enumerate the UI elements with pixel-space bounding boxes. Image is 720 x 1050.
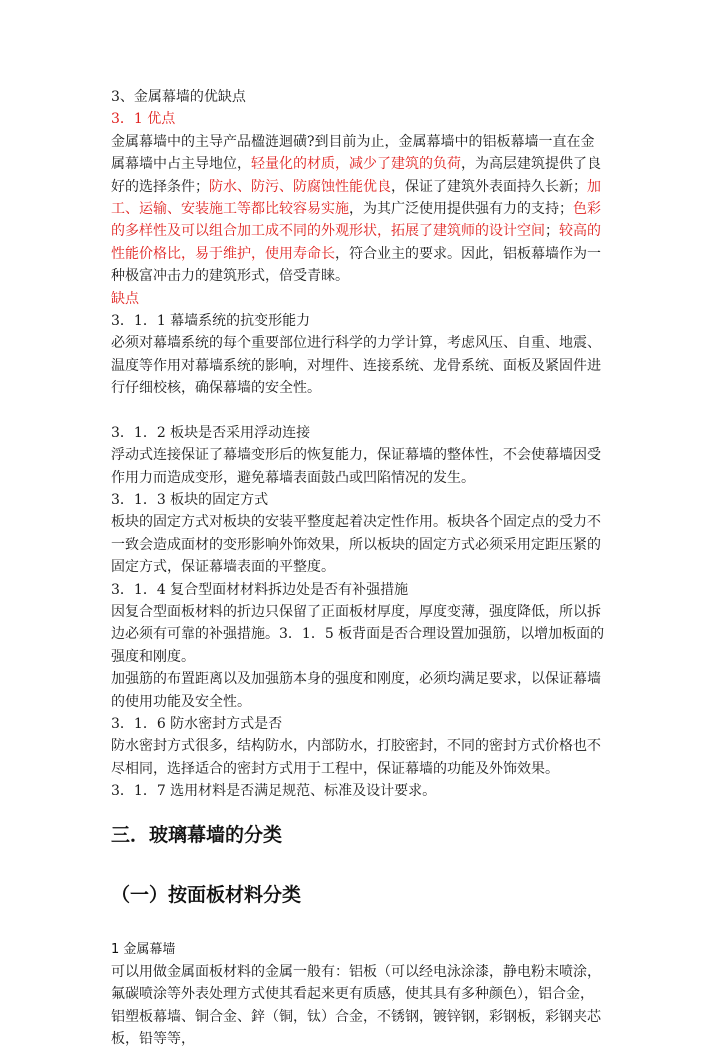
pros-line (111, 153, 619, 175)
highlight-text: 加 (587, 178, 601, 195)
pros-line (111, 243, 619, 265)
item-heading: 3．1．7 选用材料是否满足规范、标准及设计要求。 (111, 783, 437, 800)
pros-paragraph (111, 131, 619, 288)
item-body-line: 行仔细校核，确保幕墙的安全性。 (111, 380, 321, 397)
body-text: 金属幕墙中的主导产品楹涟迴磺?到目前为止，金属幕墙中的铝板幕墙一直在金 (111, 133, 595, 150)
item-body-line: 尽相同，选择适合的密封方式用于工程中，保证幕墙的功能及外饰效果。 (111, 760, 559, 777)
metal-body-line: 可以用做金属面板材料的金属一般有：铝板（可以经电泳涂漆，静电粉末喷涂， (111, 963, 601, 980)
pros-line (111, 198, 619, 220)
item-body-line: 浮动式连接保证了幕墙变形后的恢复能力，保证幕墙的整体性，不会使幕墙因受 (111, 447, 601, 464)
item-heading: 3．1．2 板块是否采用浮动连接 (111, 424, 311, 441)
highlight-text: 轻量化的材质，减少了建筑的负荷 (251, 156, 461, 173)
item-body-line: 板块的固定方式对板块的安装平整度起着决定性作用。板块各个固定点的受力不 (111, 514, 601, 531)
pros-line (111, 220, 619, 242)
body-text: 种极富冲击力的建筑形式，倍受青睐。 (111, 268, 349, 285)
chapter-heading: 三．玻璃幕墙的分类 (111, 823, 283, 846)
metal-curtain-paragraph (111, 961, 619, 1050)
item-body-line: 作用力而造成变形，避免幕墙表面鼓凸或凹陷情况的发生。 (111, 469, 475, 486)
body-text: ，符合业主的要求。因此，铝板幕墙作为一 (335, 245, 601, 262)
item-body-line: 一致会造成面材的变形影响外饰效果，所以板块的固定方式必须采用定距压紧的 (111, 536, 601, 553)
item-body-line: 边必须有可靠的补强措施。3．1．5 板背面是否合理设置加强筋，以增加板面的 (111, 626, 605, 643)
body-text: ，为其广泛使用提供强有力的支持； (349, 200, 573, 217)
highlight-text: 防水、防污、防腐蚀性能优良 (209, 178, 391, 195)
item-heading: 3．1．6 防水密封方式是否 (111, 715, 283, 732)
section-title: 3、金属幕墙的优缺点 (111, 89, 246, 105)
metal-body-line: 铝塑板幕墙、铜合金、鋅（铜，钛）合金，不锈钢，镀锌钢，彩钢板，彩钢夹芯 (111, 1008, 601, 1025)
cons-heading: 缺点 (111, 290, 139, 307)
item-body-line: 因复合型面板材料的折边只保留了正面板材厚度，厚度变薄，强度降低，所以拆 (111, 603, 601, 620)
body-text: 好的选择条件； (111, 178, 209, 195)
document-page (111, 86, 619, 1050)
highlight-text: 性能价格比，易于维护，使用寿命长 (111, 245, 335, 262)
body-text: ； (545, 223, 559, 240)
highlight-text: 色彩 (573, 200, 601, 217)
item-body-line: 固定方式，保证幕墙表面的平整度。 (111, 559, 335, 576)
item-body-line: 温度等作用对幕墙系统的影响，对埋件、连接系统、龙骨系统、面板及紧固件进 (111, 357, 601, 374)
item-body-line: 的使用功能及安全性。 (111, 693, 251, 710)
body-text: 属幕墙中占主导地位， (111, 156, 251, 173)
item-heading: 3．1．1 幕墙系统的抗变形能力 (111, 312, 311, 329)
body-text: ，为高层建筑提供了良 (461, 156, 601, 173)
pros-line (111, 265, 619, 287)
item-heading: 3．1．4 复合型面材材料拆边处是否有补强措施 (111, 581, 409, 598)
item-body-line: 加强筋的布置距离以及加强筋本身的强度和刚度，必须均满足要求，以保证幕墙 (111, 671, 601, 688)
subsection-heading: （一）按面板材料分类 (111, 883, 302, 906)
item-heading: 3．1．3 板块的固定方式 (111, 492, 269, 509)
body-text: ，保证了建筑外表面持久长新； (391, 178, 587, 195)
pros-line (111, 131, 619, 153)
item-body-line: 强度和刚度。 (111, 648, 195, 665)
item-body-line: 必须对幕墙系统的每个重要部位进行科学的力学计算，考虑风压、自重、地震、 (111, 335, 601, 352)
metal-body-line: 板，铅等等， (111, 1031, 195, 1048)
pros-heading: 3．1 优点 (111, 111, 176, 128)
item-body-line: 防水密封方式很多，结构防水，内部防水，打胶密封，不同的密封方式价格也不 (111, 738, 601, 755)
highlight-text: 的多样性及可以组合加工成不同的外观形状，拓展了建筑师的设计空间 (111, 223, 545, 240)
pros-line (111, 176, 619, 198)
blank-line (111, 399, 619, 421)
metal-body-line: 氟碳喷涂等外表处理方式使其看起来更有质感，使其具有多种颜色），铝合金， (111, 986, 594, 1003)
cons-list (111, 310, 619, 803)
metal-curtain-heading: 1 金属幕墙 (111, 941, 176, 957)
highlight-text: 较高的 (559, 223, 601, 240)
highlight-text: 工、运输、安装施工等都比较容易实施 (111, 200, 349, 217)
